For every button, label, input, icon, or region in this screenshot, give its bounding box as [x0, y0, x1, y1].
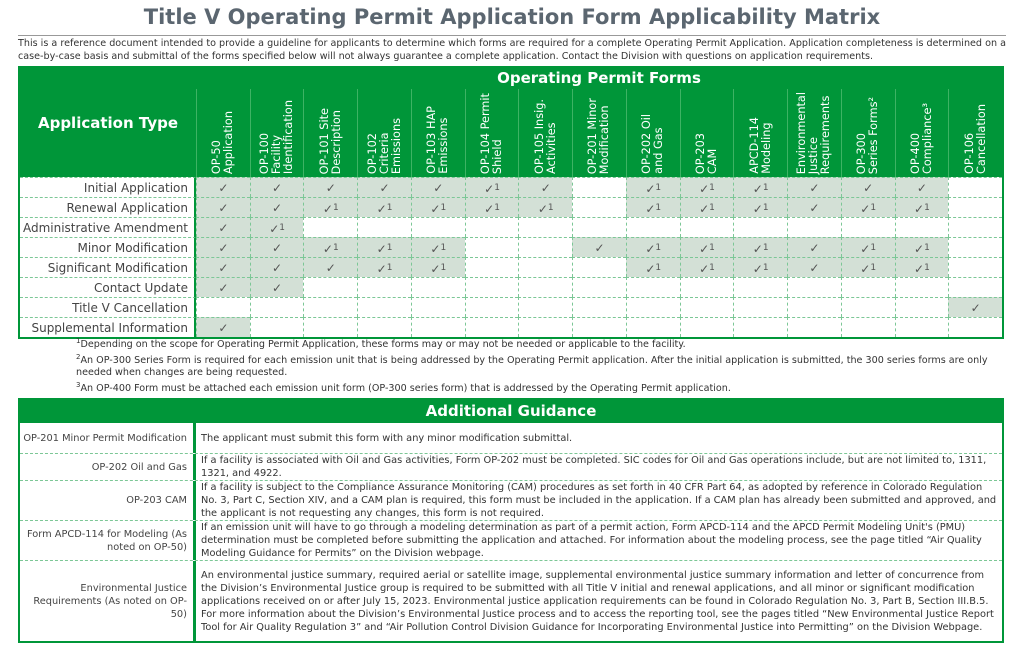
check-cell: ✓: [196, 257, 250, 277]
intro-text: This is a reference document intended to provide a guideline for applicants to determine which forms are required for a complete Operating Permit Application. Application completeness is determined on a case-by-case basis and submittal of the forms specified below will not always guarantee a complete application. Contact the Division with questions on application requirements.: [18, 35, 1006, 63]
column-header: [841, 89, 895, 177]
check-cell: ✓: [196, 217, 250, 237]
empty-cell: [948, 177, 1002, 197]
check-cell: ✓: [895, 177, 949, 197]
check-cell: ✓$^1$: [626, 257, 680, 277]
empty-cell: [303, 217, 357, 237]
check-cell: ✓$^1$: [841, 197, 895, 217]
empty-cell: [841, 317, 895, 337]
column-header: [465, 89, 519, 177]
check-cell: ✓$^1$: [733, 257, 787, 277]
row-label: Minor Modification: [20, 237, 196, 257]
empty-cell: [250, 317, 304, 337]
check-cell: ✓$^1$: [733, 177, 787, 197]
empty-cell: [680, 297, 734, 317]
column-header: [948, 89, 1002, 177]
column-header: [250, 89, 304, 177]
row-label: Contact Update: [20, 277, 196, 297]
guidance-row: [20, 520, 1002, 560]
column-label: OP-101 Site Description: [317, 107, 343, 174]
column-label: OP-106 Cancellation: [962, 104, 988, 174]
empty-cell: [733, 317, 787, 337]
empty-cell: [626, 217, 680, 237]
empty-cell: [518, 257, 572, 277]
check-cell: ✓: [196, 317, 250, 337]
empty-cell: [250, 297, 304, 317]
check-cell: ✓$^1$: [465, 197, 519, 217]
check-cell: ✓$^1$: [357, 257, 411, 277]
empty-cell: [572, 297, 626, 317]
check-cell: ✓: [518, 177, 572, 197]
column-label: OP-102 Criteria Emissions: [365, 117, 403, 174]
empty-cell: [411, 297, 465, 317]
empty-cell: [572, 257, 626, 277]
check-cell: ✓$^1$: [680, 197, 734, 217]
empty-cell: [572, 317, 626, 337]
check-cell: ✓$^1$: [357, 197, 411, 217]
empty-cell: [357, 217, 411, 237]
empty-cell: [465, 217, 519, 237]
empty-cell: [465, 297, 519, 317]
check-cell: ✓$^1$: [518, 197, 572, 217]
check-cell: ✓$^1$: [895, 257, 949, 277]
row-label: Renewal Application: [20, 197, 196, 217]
check-cell: ✓$^1$: [465, 177, 519, 197]
empty-cell: [948, 257, 1002, 277]
guidance-row: [20, 560, 1002, 641]
empty-cell: [841, 217, 895, 237]
check-cell: ✓$^1$: [250, 217, 304, 237]
check-cell: ✓$^1$: [303, 197, 357, 217]
empty-cell: [357, 297, 411, 317]
empty-cell: [303, 277, 357, 297]
column-label: OP-400 Compliance³: [908, 102, 934, 174]
empty-cell: [411, 317, 465, 337]
check-cell: ✓: [787, 177, 841, 197]
check-cell: ✓: [196, 177, 250, 197]
footnote: [76, 335, 1006, 351]
empty-cell: [465, 237, 519, 257]
row-label: Significant Modification: [20, 257, 196, 277]
check-cell: ✓$^1$: [680, 177, 734, 197]
check-cell: ✓: [303, 177, 357, 197]
check-cell: ✓$^1$: [411, 197, 465, 217]
empty-cell: [518, 297, 572, 317]
empty-cell: [626, 297, 680, 317]
check-cell: ✓: [250, 277, 304, 297]
check-cell: ✓: [196, 197, 250, 217]
column-label: OP-202 Oil and Gas: [640, 114, 666, 174]
check-cell: ✓: [948, 297, 1002, 317]
row-label: Supplemental Information: [20, 317, 196, 337]
empty-cell: [411, 277, 465, 297]
empty-cell: [733, 277, 787, 297]
check-cell: ✓$^1$: [626, 197, 680, 217]
check-cell: ✓: [250, 257, 304, 277]
check-cell: ✓$^1$: [895, 197, 949, 217]
app-type-heading: Application Type: [20, 68, 196, 177]
check-cell: ✓: [250, 177, 304, 197]
check-cell: ✓: [250, 197, 304, 217]
guidance-label: Environmental Justice Requirements (As noted on OP-50): [20, 561, 196, 641]
check-cell: ✓$^1$: [680, 237, 734, 257]
column-header: [572, 89, 626, 177]
empty-cell: [196, 297, 250, 317]
forms-heading: Operating Permit Forms: [196, 68, 1002, 89]
check-cell: ✓: [303, 257, 357, 277]
empty-cell: [680, 277, 734, 297]
column-label: OP-103 HAP Emissions: [425, 106, 451, 174]
column-header: [895, 89, 949, 177]
footnote: [76, 351, 1006, 379]
empty-cell: [895, 317, 949, 337]
footnote-mark: 1: [76, 337, 81, 345]
column-header: [733, 89, 787, 177]
empty-cell: [787, 277, 841, 297]
empty-cell: [518, 237, 572, 257]
empty-cell: [948, 197, 1002, 217]
empty-cell: [465, 317, 519, 337]
check-cell: ✓: [196, 277, 250, 297]
check-cell: ✓$^1$: [680, 257, 734, 277]
check-cell: ✓: [250, 237, 304, 257]
check-cell: ✓$^1$: [626, 237, 680, 257]
guidance-label: OP-203 CAM: [20, 481, 196, 520]
check-cell: ✓$^1$: [841, 237, 895, 257]
empty-cell: [411, 217, 465, 237]
empty-cell: [733, 217, 787, 237]
empty-cell: [948, 237, 1002, 257]
empty-cell: [303, 297, 357, 317]
applicability-matrix: [18, 66, 1004, 339]
matrix-grid: [20, 89, 1002, 337]
page-title: Title V Operating Permit Application Form Applicability Matrix: [143, 5, 881, 29]
empty-cell: [948, 217, 1002, 237]
column-label: OP-203 CAM: [693, 132, 719, 174]
column-header: [680, 89, 734, 177]
check-cell: ✓$^1$: [733, 197, 787, 217]
empty-cell: [948, 277, 1002, 297]
empty-cell: [572, 217, 626, 237]
footnote: [76, 379, 1006, 395]
column-header: [787, 89, 841, 177]
check-cell: ✓$^1$: [895, 237, 949, 257]
empty-cell: [733, 297, 787, 317]
check-cell: ✓$^1$: [841, 257, 895, 277]
empty-cell: [787, 217, 841, 237]
guidance-label: OP-202 Oil and Gas: [20, 454, 196, 480]
check-cell: ✓: [196, 237, 250, 257]
row-label: Initial Application: [20, 177, 196, 197]
empty-cell: [787, 297, 841, 317]
footnote-text: Depending on the scope for Operating Permit Application, these forms may or may not be needed or applicable to the facility.: [80, 339, 686, 351]
check-cell: ✓: [787, 257, 841, 277]
check-cell: ✓: [841, 177, 895, 197]
empty-cell: [680, 317, 734, 337]
empty-cell: [572, 177, 626, 197]
check-cell: ✓: [572, 237, 626, 257]
empty-cell: [895, 297, 949, 317]
column-header: [518, 89, 572, 177]
footnote-text: An OP-300 Series Form is required for each emission unit that is being addressed by the Operating Permit application. After the initial application is submitted, the 300 series forms are only needed when changes are being requested.: [76, 355, 988, 379]
empty-cell: [895, 277, 949, 297]
guidance-text: The applicant must submit this form with any minor modification submittal.: [201, 432, 573, 444]
footnote-mark: 3: [76, 381, 81, 390]
empty-cell: [895, 217, 949, 237]
footnote-text: An OP-400 Form must be attached each emission unit form (OP-300 series form) that is addressed by the Operating Permit application.: [80, 383, 731, 395]
row-label: Administrative Amendment: [20, 217, 196, 237]
additional-guidance: [18, 398, 1004, 643]
empty-cell: [518, 217, 572, 237]
empty-cell: [841, 297, 895, 317]
column-label: OP-50 Application: [210, 110, 236, 174]
column-header: [626, 89, 680, 177]
empty-cell: [787, 317, 841, 337]
check-cell: ✓$^1$: [411, 257, 465, 277]
empty-cell: [465, 277, 519, 297]
guidance-text: An environmental justice summary, required aerial or satellite image, supplemental environmental justice summary information and letter of concurrence from the Division’s Environmental Justice group is required to be submitted with all Title V initial and renewal applications, and all minor or significant modification applications received on or after July 15, 2023. Environmental justice application requirements can be found in Colorado Regulation No. 3, Part B, Section III.B.5. For more information about the Division’s Environmental Justice process and to access the reporting tool, see the pages titled “New Environmental Justice Report Tool for Air Quality Regulation 3” and “Air Pollution Control Division Guidance for Incorporating Environmental Justice into Permitting” on the Division Webpage.: [201, 569, 994, 633]
guidance-text: If a facility is associated with Oil and Gas activities, Form OP-202 must be completed. SIC codes for Oil and Gas operations include, but are not limited to, 1311, 1321, and 4922.: [201, 455, 987, 479]
guidance-row: [20, 480, 1002, 520]
empty-cell: [303, 317, 357, 337]
guidance-heading: Additional Guidance: [20, 400, 1002, 423]
check-cell: ✓$^1$: [411, 237, 465, 257]
empty-cell: [680, 217, 734, 237]
empty-cell: [626, 317, 680, 337]
footnotes: [76, 335, 1006, 396]
column-label: OP-201 Minor Modification: [586, 97, 612, 174]
check-cell: ✓$^1$: [303, 237, 357, 257]
check-cell: ✓: [787, 197, 841, 217]
guidance-row: [20, 423, 1002, 453]
empty-cell: [572, 277, 626, 297]
column-label: OP-105 Insig. Activities: [532, 99, 558, 174]
guidance-text: If an emission unit will have to go through a modeling determination as part of a permit action, Form APCD-114 and the APCD Permit Modeling Unit's (PMU) determination must be completed before submitting the application and attached. For information about the modeling process, see the page titled “Air Quality Modeling Guidance for Permits” on the Division webpage.: [201, 522, 982, 559]
footnote-mark: 2: [76, 353, 81, 362]
check-cell: ✓: [411, 177, 465, 197]
check-cell: ✓: [357, 177, 411, 197]
empty-cell: [626, 277, 680, 297]
column-header: [303, 89, 357, 177]
guidance-row: [20, 453, 1002, 480]
empty-cell: [465, 257, 519, 277]
check-cell: ✓$^1$: [626, 177, 680, 197]
column-header: [357, 89, 411, 177]
empty-cell: [572, 197, 626, 217]
column-label: Environmental Justice Requirements: [795, 91, 833, 174]
column-header: [411, 89, 465, 177]
column-header: [196, 89, 250, 177]
row-label: Title V Cancellation: [20, 297, 196, 317]
empty-cell: [518, 317, 572, 337]
empty-cell: [518, 277, 572, 297]
column-label: OP-300 Series Forms²: [855, 96, 881, 174]
check-cell: ✓: [787, 237, 841, 257]
column-label: APCD-114 Modeling: [747, 117, 773, 174]
column-label: OP-100 Facility Identification: [258, 99, 296, 174]
empty-cell: [948, 317, 1002, 337]
empty-cell: [357, 317, 411, 337]
column-label: OP-104 Permit Shield: [479, 92, 505, 174]
check-cell: ✓$^1$: [357, 237, 411, 257]
guidance-label: Form APCD-114 for Modeling (As noted on OP-50): [20, 521, 196, 560]
empty-cell: [841, 277, 895, 297]
guidance-text: If a facility is subject to the Compliance Assurance Monitoring (CAM) procedures as set forth in 40 CFR Part 64, as adopted by reference in Colorado Regulation No. 3, Part C, Section XIV, and a CAM plan is required, this form must be included in the application. If a CAM plan has already been submitted and approved, and the applicant is not requesting any changes, this form is not required.: [201, 482, 997, 519]
guidance-label: OP-201 Minor Permit Modification: [20, 423, 196, 453]
check-cell: ✓$^1$: [733, 237, 787, 257]
empty-cell: [357, 277, 411, 297]
